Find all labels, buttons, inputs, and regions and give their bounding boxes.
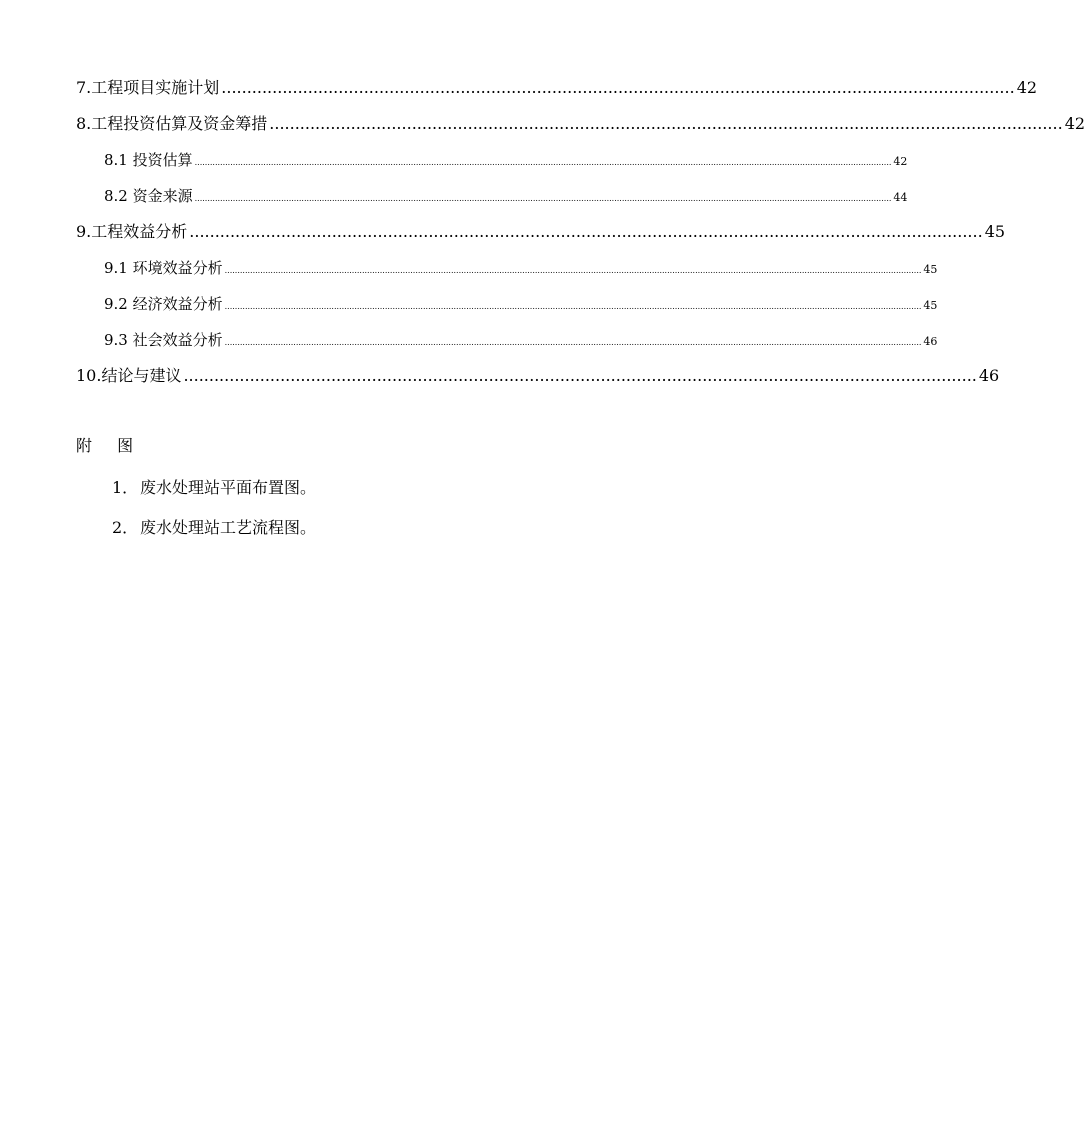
toc-page-number: 44 (893, 191, 908, 204)
toc-dot-leader: .................................................................................................................................................................................................................................................................................. (224, 302, 922, 311)
toc-entry[interactable] (76, 110, 1085, 146)
toc-page-number: 42 (1064, 114, 1085, 133)
toc-dot-leader: .................................................................................................................................................................................................................................................................................. (194, 194, 892, 203)
toc-subentry[interactable] (76, 182, 908, 218)
appendix-item-text: 废水处理站平面布置图。 (140, 478, 317, 497)
appendix-item (76, 514, 636, 554)
toc-subentry[interactable] (76, 146, 908, 182)
toc-entry-label: 10.结论与建议 (76, 366, 182, 385)
toc-entry[interactable] (76, 362, 1000, 398)
toc-dot-leader: .................................................................................................................................................................................................................................................................................. (224, 338, 922, 347)
toc-entry-label: 9.2 经济效益分析 (104, 295, 223, 313)
appendix-list (76, 474, 636, 554)
toc-dot-leader: .................................................................................................................................................................................................................................................................................. (224, 266, 922, 275)
appendix-item (76, 474, 636, 514)
toc-page-number: 46 (923, 335, 938, 348)
toc-page-number: 45 (923, 263, 938, 276)
toc-dot-leader: .................................................................................................................................................................................................................................................................................. (194, 158, 892, 167)
toc-dot-leader: ............................................................................................................................................................ (189, 222, 983, 241)
table-of-contents (76, 74, 1085, 398)
appendix-item-number: 2． (112, 518, 139, 537)
toc-subentry[interactable] (76, 254, 938, 290)
toc-subentry[interactable] (76, 326, 938, 362)
toc-entry-label: 9.1 环境效益分析 (104, 259, 223, 277)
toc-page-number: 45 (984, 222, 1006, 241)
appendix-item-number: 1． (112, 478, 139, 497)
appendix-item-text: 废水处理站工艺流程图。 (140, 518, 317, 537)
toc-page-number: 46 (978, 366, 1000, 385)
toc-subentry[interactable] (76, 290, 938, 326)
toc-entry-label: 8.2 资金来源 (104, 187, 193, 205)
toc-entry[interactable] (76, 74, 1038, 110)
toc-dot-leader: ............................................................................................................................................................ (221, 78, 1015, 97)
toc-entry-label: 7.工程项目实施计划 (76, 78, 220, 97)
toc-entry-label: 8.1 投资估算 (104, 151, 193, 169)
toc-entry-label: 9.工程效益分析 (76, 222, 188, 241)
toc-dot-leader: ............................................................................................................................................................ (183, 366, 977, 385)
toc-page-number: 45 (923, 299, 938, 312)
toc-entry-label: 8.工程投资估算及资金筹措 (76, 114, 268, 133)
toc-page-number: 42 (893, 155, 908, 168)
toc-dot-leader: ............................................................................................................................................................ (269, 114, 1063, 133)
toc-page-number: 42 (1016, 78, 1038, 97)
toc-entry-label: 9.3 社会效益分析 (104, 331, 223, 349)
appendix-section (76, 432, 636, 554)
toc-entry[interactable] (76, 218, 1006, 254)
appendix-title: 附 图 (76, 436, 144, 455)
